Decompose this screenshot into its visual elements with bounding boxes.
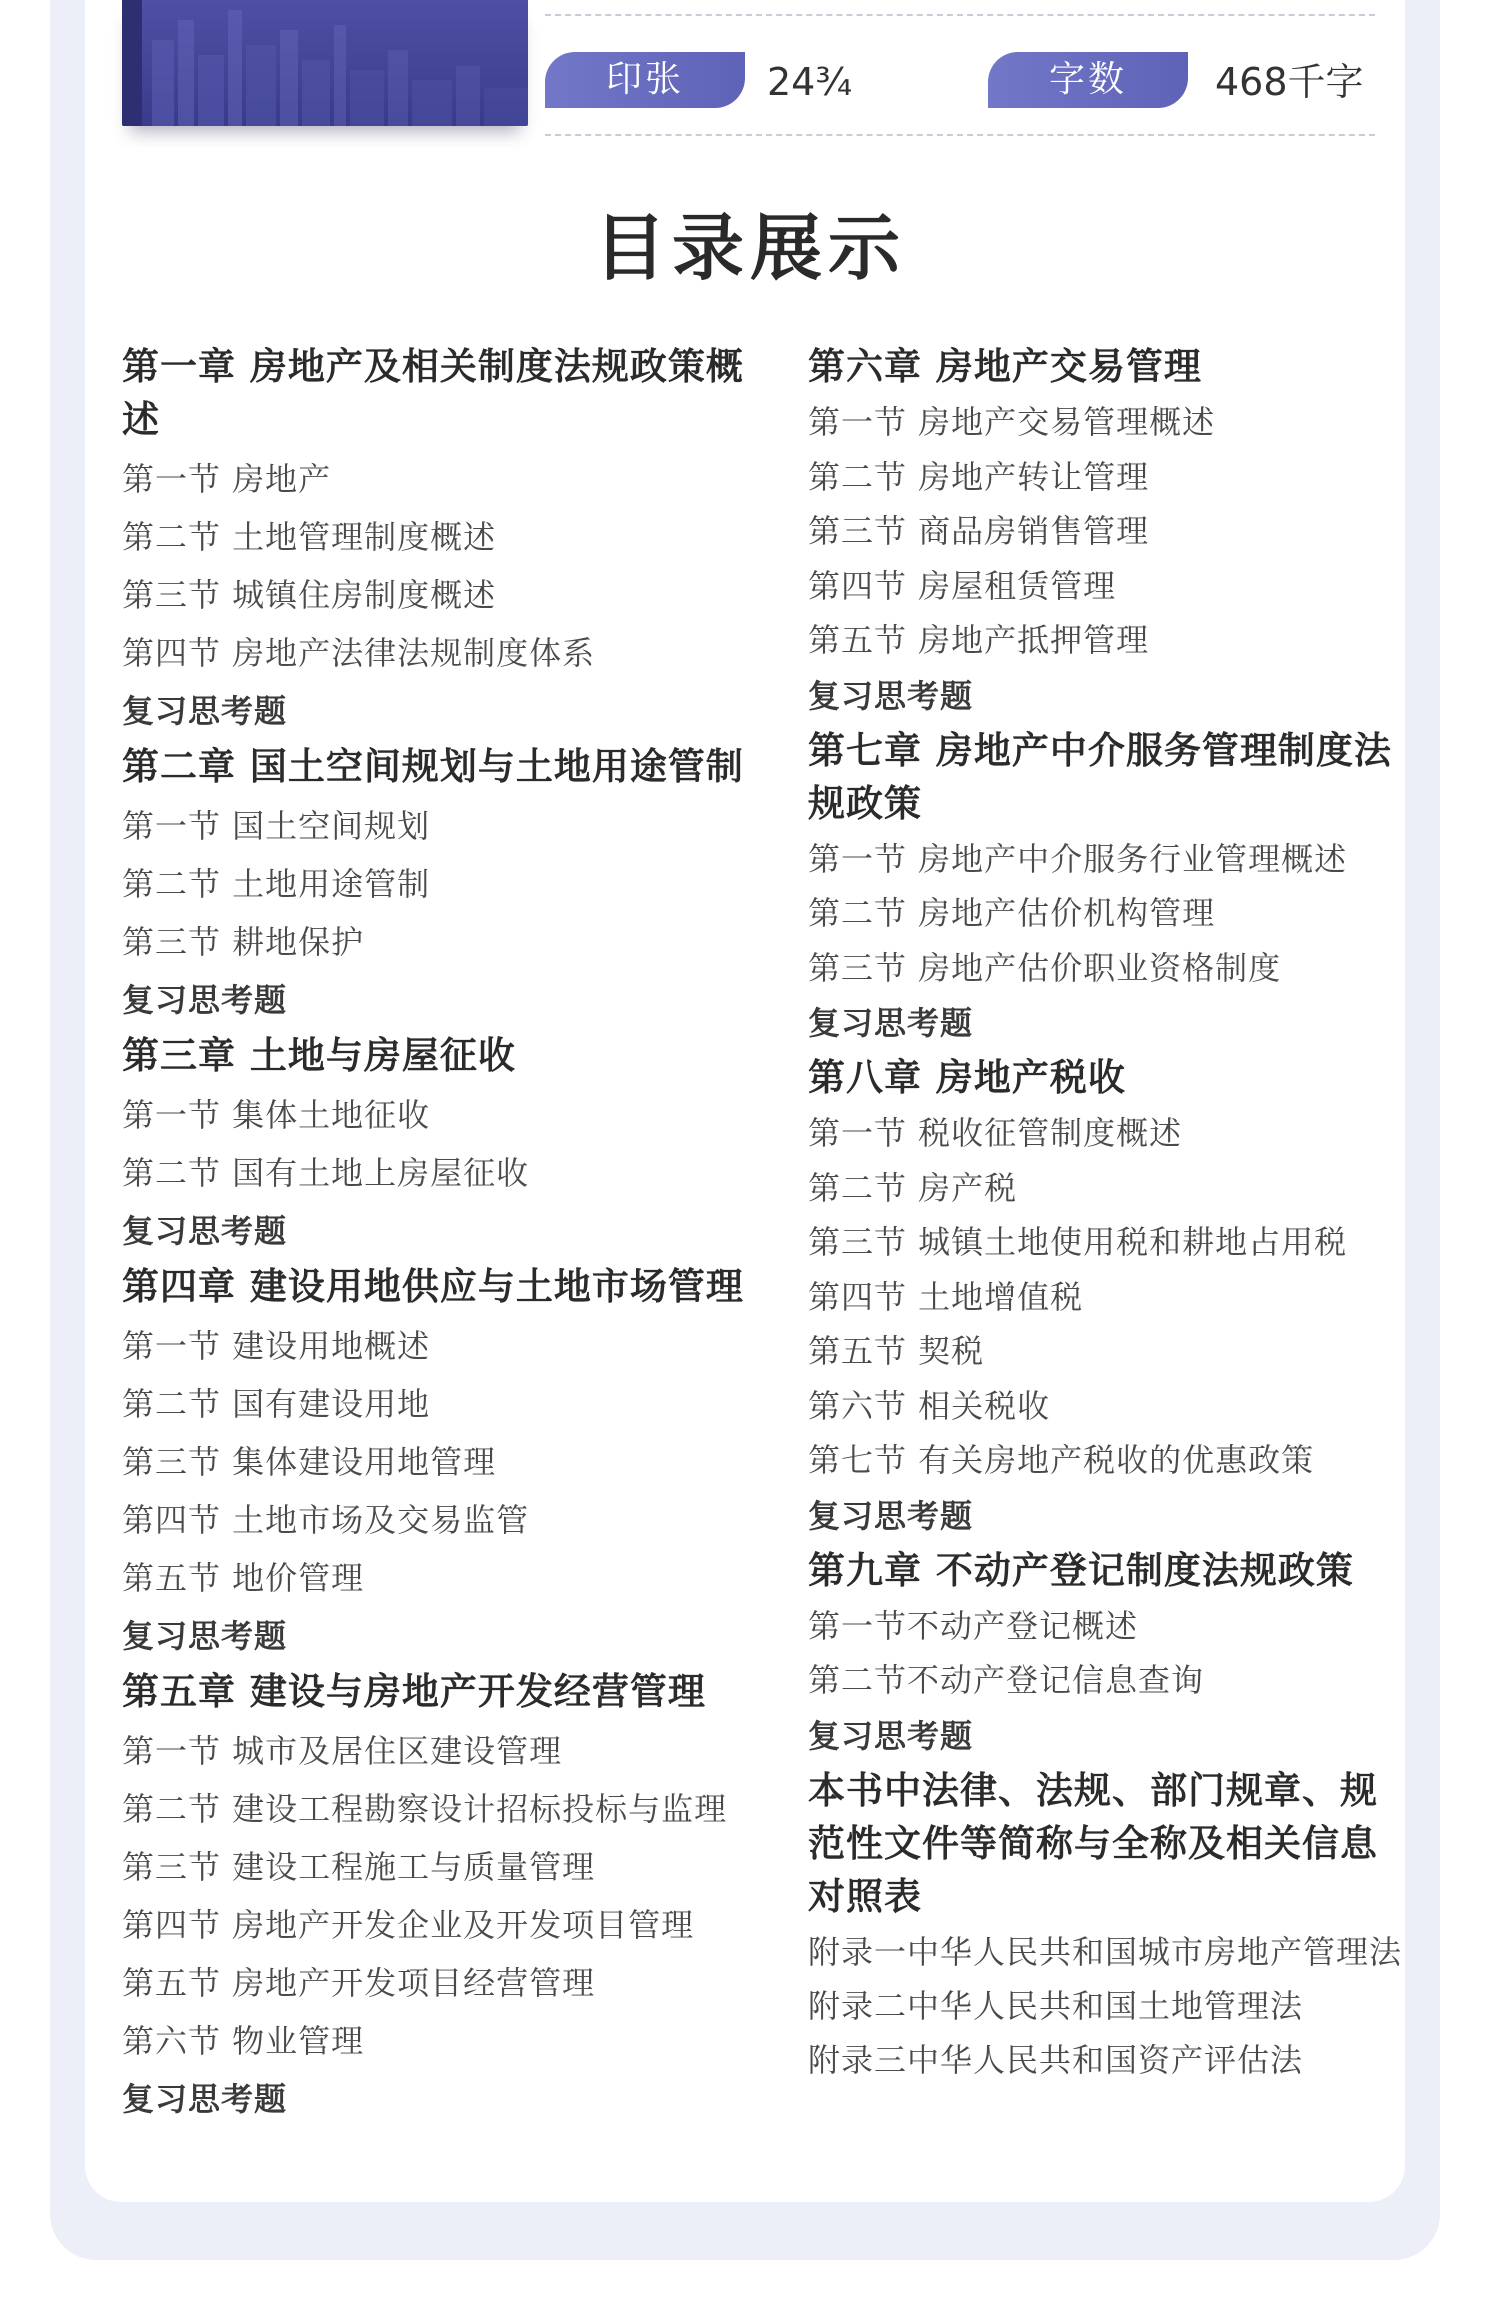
toc-section-item: 第四节 房地产法律法规制度体系 <box>122 634 596 672</box>
spec-value-word-count: 468千字 <box>1215 60 1364 104</box>
toc-chapter-title: 第七章 房地产中介服务管理制度法规政策 <box>808 728 1392 825</box>
toc-section-item: 第一节不动产登记概述 <box>808 1606 1139 1645</box>
toc-section-item: 第二节 土地管理制度概述 <box>122 518 497 556</box>
toc-appendix-item: 附录二中华人民共和国土地管理法 <box>808 1986 1304 2025</box>
toc-chapter-title: 第四章 建设用地供应与土地市场管理 <box>122 1265 744 1308</box>
toc-section-item: 第二节 房地产转让管理 <box>808 457 1150 496</box>
toc-section-item: 第二节 建设工程勘察设计招标投标与监理 <box>122 1790 728 1828</box>
toc-section-item: 第二节 土地用途管制 <box>122 865 431 903</box>
toc-section-item: 第六节 物业管理 <box>122 2022 365 2060</box>
toc-section-item: 第五节 房地产抵押管理 <box>808 621 1150 659</box>
toc-chapter-title: 第一章 房地产及相关制度法规政策概述 <box>122 345 744 441</box>
toc-section-item: 第三节 城镇土地使用税和耕地占用税 <box>808 1223 1348 1261</box>
toc-chapter-title: 第五章 建设与房地产开发经营管理 <box>122 1670 706 1713</box>
spec-label-word-count: 字数 <box>988 52 1188 108</box>
toc-review-questions: 复习思考题 <box>122 1212 288 1250</box>
toc-section-item: 第七节 有关房地产税收的优惠政策 <box>808 1441 1315 1479</box>
toc-left-column <box>122 340 762 2128</box>
toc-review-questions: 复习思考题 <box>122 2080 288 2118</box>
toc-chapter-title: 第三章 土地与房屋征收 <box>122 1034 516 1077</box>
toc-right-column <box>808 340 1408 2087</box>
toc-review-questions: 复习思考题 <box>808 676 974 715</box>
toc-review-questions: 复习思考题 <box>122 692 288 730</box>
toc-section-item: 第二节 国有建设用地 <box>122 1385 431 1423</box>
toc-section-item: 第四节 房屋租赁管理 <box>808 566 1117 605</box>
toc-section-item: 第一节 房地产交易管理概述 <box>808 403 1216 441</box>
toc-section-item: 第三节 建设工程施工与质量管理 <box>122 1848 596 1886</box>
toc-section-item: 第二节不动产登记信息查询 <box>808 1661 1205 1699</box>
toc-appendix-item: 附录一中华人民共和国城市房地产管理法 <box>808 1932 1403 1971</box>
toc-review-questions: 复习思考题 <box>122 981 288 1019</box>
toc-section-item: 第一节 国土空间规划 <box>122 807 431 845</box>
toc-section-item: 第一节 房地产中介服务行业管理概述 <box>808 839 1348 878</box>
toc-chapter-title: 本书中法律、法规、部门规章、规范性文件等简称与全称及相关信息对照表 <box>808 1768 1378 1918</box>
toc-review-questions: 复习思考题 <box>122 1617 288 1655</box>
cover-spine <box>122 0 142 126</box>
toc-section-item: 第三节 耕地保护 <box>122 923 365 961</box>
toc-section-item: 第五节 房地产开发项目经营管理 <box>122 1964 596 2002</box>
toc-section-item: 第三节 城镇住房制度概述 <box>122 576 497 614</box>
toc-review-questions: 复习思考题 <box>808 1496 974 1535</box>
toc-section-item: 第二节 房地产估价机构管理 <box>808 894 1216 932</box>
toc-chapter-title: 第九章 不动产登记制度法规政策 <box>808 1548 1354 1592</box>
toc-appendix-item: 附录三中华人民共和国资产评估法 <box>808 2040 1304 2079</box>
toc-chapter-title: 第六章 房地产交易管理 <box>808 345 1202 388</box>
toc-section-item: 第五节 地价管理 <box>122 1559 365 1597</box>
toc-section-item: 第一节 集体土地征收 <box>122 1096 431 1134</box>
toc-chapter-title: 第八章 房地产税收 <box>808 1056 1126 1099</box>
spec-label-sheets: 印张 <box>545 52 745 108</box>
toc-section-item: 第四节 土地市场及交易监管 <box>122 1501 530 1539</box>
toc-section-item: 第二节 国有土地上房屋征收 <box>122 1154 530 1192</box>
toc-section-item: 第四节 土地增值税 <box>808 1277 1084 1316</box>
book-cover-image <box>122 0 528 126</box>
toc-section-item: 第二节 房产税 <box>808 1168 1018 1207</box>
toc-chapter-title: 第二章 国土空间规划与土地用途管制 <box>122 745 744 788</box>
toc-section-item: 第一节 建设用地概述 <box>122 1327 431 1365</box>
toc-section-item: 第三节 房地产估价职业资格制度 <box>808 948 1282 987</box>
toc-review-questions: 复习思考题 <box>808 1716 974 1755</box>
divider-bottom <box>545 134 1375 136</box>
toc-section-item: 第三节 集体建设用地管理 <box>122 1443 497 1481</box>
toc-section-item: 第一节 房地产 <box>122 460 332 498</box>
toc-section-item: 第三节 商品房销售管理 <box>808 512 1150 550</box>
toc-section-item: 第六节 相关税收 <box>808 1386 1051 1425</box>
toc-section-item: 第一节 城市及居住区建设管理 <box>122 1732 563 1770</box>
toc-section-item: 第一节 税收征管制度概述 <box>808 1114 1183 1152</box>
cover-cityscape <box>122 0 528 126</box>
toc-review-questions: 复习思考题 <box>808 1004 974 1042</box>
divider-top <box>545 14 1375 16</box>
section-title: 目录展示 <box>593 206 906 290</box>
toc-section-item: 第四节 房地产开发企业及开发项目管理 <box>122 1906 695 1944</box>
toc-section-item: 第五节 契税 <box>808 1332 985 1370</box>
spec-value-sheets: 24¾ <box>767 60 853 104</box>
